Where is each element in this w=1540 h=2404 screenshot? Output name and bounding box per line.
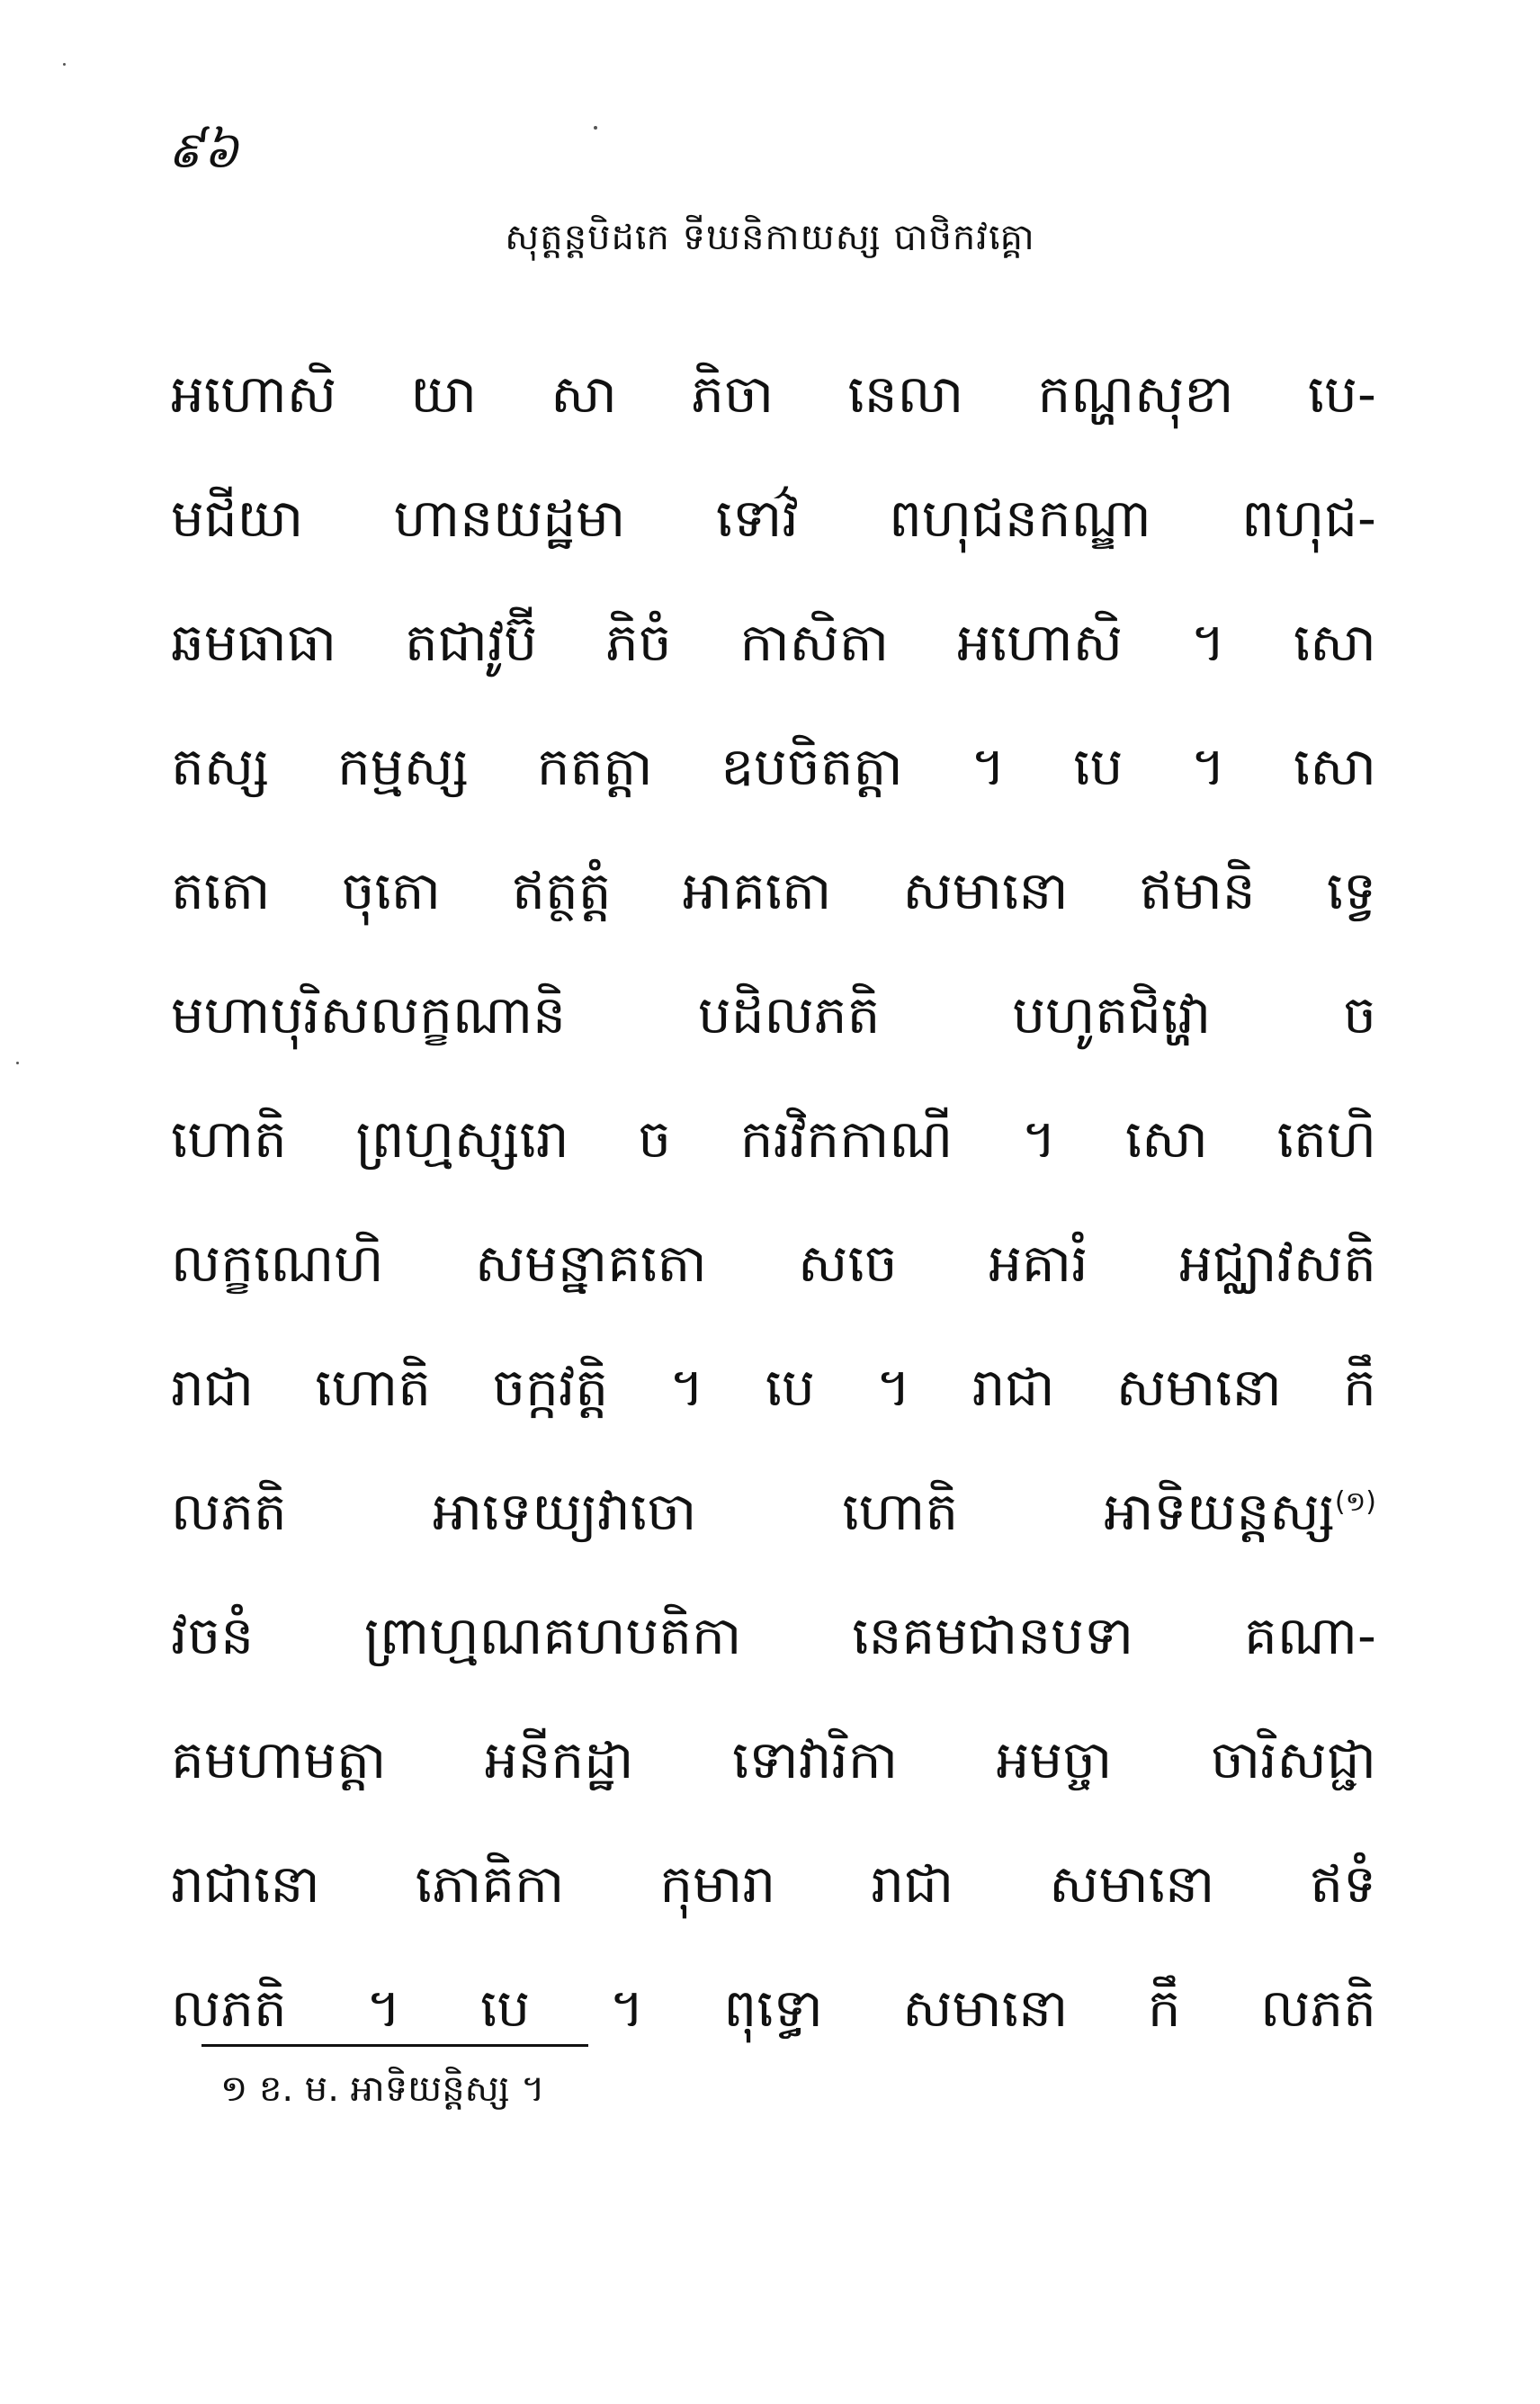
word: អហោសិ (956, 612, 1124, 673)
word: ឧបចិតត្តា (721, 736, 903, 797)
word: ហោតិ (171, 1108, 287, 1170)
word: រាជានោ (171, 1853, 320, 1915)
word: សមានោ (902, 860, 1069, 921)
text-line (171, 599, 1376, 723)
word: លភតិ (1260, 1978, 1376, 2039)
word: ឥត្ថត្តំ (512, 860, 612, 921)
word: គណា- (1244, 1605, 1376, 1666)
word: ទ្វេ (1326, 860, 1376, 921)
text-line (171, 1344, 1376, 1468)
word: អាគតោ (682, 860, 832, 921)
word: សោ (1293, 736, 1376, 797)
text-line (171, 1592, 1376, 1717)
word: អនីកដ្ឋា (484, 1729, 634, 1790)
word: ។ (1021, 1108, 1057, 1170)
word: កតត្តា (536, 736, 653, 797)
word: ។ (1190, 612, 1226, 673)
word: ពហុជនកណ្ឌា (889, 488, 1151, 549)
running-header: សុត្តន្តបិដកេ ទីឃនិកាយស្ស បាថិកវគ្គោ (505, 217, 1035, 258)
word: បេ (480, 1978, 531, 2039)
word: អាទេយ្យវាចោ (432, 1481, 697, 1542)
word: ទោវ៌ (715, 488, 799, 549)
word: ច (638, 1108, 672, 1170)
word: ។ (366, 1978, 401, 2039)
word: មហាបុរិសលក្ខណានិ (171, 984, 566, 1045)
text-line (171, 972, 1376, 1096)
scan-speck (594, 126, 597, 130)
word: អគារំ (989, 1233, 1088, 1294)
word: ឥមានិ (1139, 860, 1256, 921)
word: តេហិ (1276, 1108, 1376, 1170)
word: ហោតិ (315, 1357, 432, 1418)
word: វចនំ (171, 1605, 255, 1666)
word: កម្មស្ស (336, 736, 470, 797)
word: ហោតិ (842, 1481, 959, 1542)
word: ភិចំ (604, 612, 672, 673)
footnote-marker: (១) (1334, 1486, 1376, 1518)
word: បេ (765, 1357, 815, 1418)
word: អមច្ចា (996, 1729, 1113, 1790)
word: ហានយដ្ឋមា (393, 488, 626, 549)
word: បហូតជិវ្ហោ (1012, 984, 1212, 1045)
word: យា (410, 363, 477, 425)
text-line (171, 475, 1376, 599)
word: បេ- (1307, 363, 1376, 425)
word: មជីយា (171, 488, 304, 549)
text-line (171, 1841, 1376, 1965)
word: បដិលភតិ (697, 984, 881, 1045)
scan-speck (16, 1062, 19, 1064)
footnote: ១ ខ. ម. អាទិយន្តិស្ស ។ (220, 2068, 545, 2110)
text-line (171, 1468, 1376, 1592)
word: ព្រាហ្មណគហបតិកា (363, 1605, 742, 1666)
scan-speck (63, 63, 66, 66)
word: គមហាមត្តា (171, 1729, 387, 1790)
word: អហោសិ (171, 363, 337, 425)
word: នេលា (847, 363, 964, 425)
word: ។ (971, 736, 1006, 797)
word: តតោ (171, 860, 271, 921)
word: កុមារា (659, 1853, 776, 1915)
text-line (171, 1220, 1376, 1344)
word: កឹ (1147, 1978, 1181, 2039)
word: សោ (1293, 612, 1376, 673)
word: រាជា (871, 1853, 954, 1915)
word: ចុតោ (341, 860, 442, 921)
text-line (171, 351, 1376, 475)
word: ពហុជ- (1241, 488, 1376, 549)
word: លភតិ (171, 1978, 287, 2039)
text-line (171, 848, 1376, 972)
word: ។ (876, 1357, 911, 1418)
word: ច (1343, 984, 1376, 1045)
word: តជាវូប៊ី (404, 612, 538, 673)
word: សោ (1124, 1108, 1208, 1170)
word: ។ (609, 1978, 644, 2039)
word: រាជា (971, 1357, 1055, 1418)
word: នេគមជានបទា (852, 1605, 1134, 1666)
word: សមានោ (1049, 1853, 1215, 1915)
word: ចក្កវត្តិ (492, 1357, 609, 1418)
word: លក្ខណេហិ (171, 1233, 384, 1294)
word: កណ្ហសុខា (1037, 363, 1234, 425)
word: ព្រហ្មស្សរោ (355, 1108, 569, 1170)
word: ។ (669, 1357, 704, 1418)
word: ។ (1191, 736, 1226, 797)
word: ភិចា (691, 363, 774, 425)
body-text (171, 351, 1376, 2089)
page-number: ៩៦ (167, 121, 239, 180)
word: សមានោ (902, 1978, 1069, 2039)
footnote-divider (201, 2044, 588, 2047)
word: ភោគិកា (415, 1853, 565, 1915)
word: លភតិ (171, 1481, 287, 1542)
text-line (171, 1096, 1376, 1220)
text-line (171, 1717, 1376, 1841)
word: អជ្ឈាវសតិ (1179, 1233, 1376, 1294)
word: ពុទ្ធោ (723, 1978, 823, 2039)
word: អាទិយន្តស្ស$^{(១)}$ (1104, 1481, 1376, 1542)
word: បេ (1073, 736, 1124, 797)
word: ករវិកកាណី (739, 1108, 954, 1170)
word: សចេ (798, 1233, 898, 1294)
word: ចារិសជ្ជា (1210, 1729, 1376, 1790)
word: តស្ស (171, 736, 270, 797)
word: កឹ (1343, 1357, 1376, 1418)
text-line (171, 723, 1376, 848)
word: ឆមធាធា (171, 612, 337, 673)
word: ឥទំ (1310, 1853, 1376, 1915)
word: សមន្នាគតោ (474, 1233, 707, 1294)
word: រាជា (171, 1357, 255, 1418)
word: សមានោ (1115, 1357, 1282, 1418)
word: កាសិតា (739, 612, 890, 673)
word: ទោវារិកា (731, 1729, 899, 1790)
word: សា (551, 363, 617, 425)
